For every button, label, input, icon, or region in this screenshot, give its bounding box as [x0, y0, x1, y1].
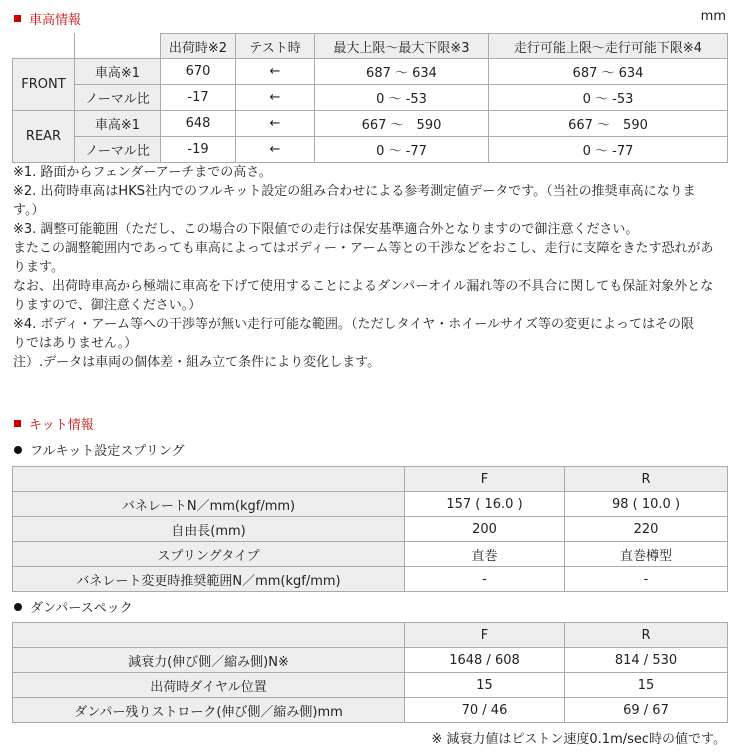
table-row	[13, 111, 728, 137]
table-row	[13, 567, 728, 592]
damper-heading	[14, 597, 133, 616]
header-cell: R	[565, 467, 728, 492]
table-cell: 157 ( 16.0 )	[405, 492, 565, 517]
note-line: ※2. 出荷時車高はHKS社内でのフルキット設定の組み合わせによる参考測定値データです。（当社の推奨車高になりま	[13, 184, 696, 199]
table-cell: 0 ～ -53	[315, 85, 489, 111]
table-cell: 648	[161, 111, 236, 137]
table-cell: -	[405, 567, 565, 592]
note-line: ※1. 路面からフェンダーアーチまでの高さ。	[13, 165, 272, 180]
note-line: ります。	[13, 260, 64, 275]
table-row	[13, 492, 728, 517]
group-label-rear: REAR	[13, 111, 75, 163]
spring-heading-label: フルキット設定スプリング	[30, 444, 185, 459]
table-cell: -	[565, 567, 728, 592]
note-line: す。）	[13, 203, 45, 218]
table-cell: 687 ～ 634	[489, 59, 728, 85]
section-heading-kit-info	[14, 414, 94, 433]
note-line: りではありません。）	[13, 336, 138, 351]
table-row	[13, 648, 728, 673]
table-cell: ←	[236, 111, 315, 137]
note-line: ※3. 調整可能範囲（ただし、この場合の下限値での走行は保安基準適合外となりますので御注意ください。	[13, 222, 639, 237]
section-title: キット情報	[29, 418, 94, 433]
spring-heading	[14, 440, 184, 459]
red-square-icon	[14, 420, 21, 427]
spring-table	[12, 466, 728, 592]
row-label: ノーマル比	[75, 85, 161, 111]
table-cell: 0 ～ -77	[315, 137, 489, 163]
table-cell: ←	[236, 137, 315, 163]
header-cell	[13, 623, 405, 648]
header-cell: テスト時	[236, 34, 315, 59]
row-label: 車高※1	[75, 59, 161, 85]
table-header-row	[13, 467, 728, 492]
table-row	[13, 542, 728, 567]
unit-label: mm	[700, 9, 726, 24]
table-cell: 70 / 46	[405, 698, 565, 723]
table-cell: 200	[405, 517, 565, 542]
damper-heading-label: ダンパースペック	[30, 601, 133, 616]
row-label: ダンパー残りストローク(伸び側／縮み側)mm	[13, 698, 405, 723]
header-cell	[75, 34, 161, 59]
row-label: 減衰力(伸び側／縮み側)N※	[13, 648, 405, 673]
table-row	[13, 137, 728, 163]
note-line: なお、出荷時車高から極端に車高を下げて使用することによるダンパーオイル漏れ等の不具合に関しても保証対象外とな	[13, 279, 714, 294]
section-title: 車高情報	[29, 13, 82, 28]
header-cell: 走行可能上限～走行可能下限※4	[489, 34, 728, 59]
vehicle-height-table	[12, 33, 728, 163]
table-row	[13, 698, 728, 723]
note-line: またこの調整範囲内であっても車高によってはボディー・アーム等との干渉などをおこし、走行に支障をきたす恐れがあ	[13, 241, 714, 256]
table-cell: -17	[161, 85, 236, 111]
table-row	[13, 673, 728, 698]
table-cell: 814 / 530	[565, 648, 728, 673]
header-cell	[13, 467, 405, 492]
group-label-front: FRONT	[13, 59, 75, 111]
header-cell	[13, 34, 75, 59]
red-square-icon	[14, 15, 21, 22]
header-cell: F	[405, 467, 565, 492]
table-cell: 687 ～ 634	[315, 59, 489, 85]
header-cell: F	[405, 623, 565, 648]
note-line: りますので、御注意ください。）	[13, 298, 202, 313]
table-row	[13, 517, 728, 542]
table-header-row	[13, 34, 728, 59]
header-cell: 最大上限～最大下限※3	[315, 34, 489, 59]
row-label: ノーマル比	[75, 137, 161, 163]
table-cell: 直巻	[405, 542, 565, 567]
row-label: 自由長(mm)	[13, 517, 405, 542]
table-cell: 直巻樽型	[565, 542, 728, 567]
table-cell: 667 ～ 590	[315, 111, 489, 137]
table-cell: 0 ～ -77	[489, 137, 728, 163]
note-line: ※4. ボディ・アーム等への干渉等が無い走行可能な範囲。（ただしタイヤ・ホイールサイズ等の変更によってはその限	[13, 317, 694, 332]
row-label: 車高※1	[75, 111, 161, 137]
bullet-dot-icon	[14, 446, 22, 454]
table-cell: 15	[565, 673, 728, 698]
section-heading-vehicle-height	[14, 9, 81, 28]
damper-table	[12, 622, 728, 723]
table-cell: -19	[161, 137, 236, 163]
table-cell: 15	[405, 673, 565, 698]
header-cell: R	[565, 623, 728, 648]
table-header-row	[13, 623, 728, 648]
table-cell: 670	[161, 59, 236, 85]
table-cell: 220	[565, 517, 728, 542]
row-label: 出荷時ダイヤル位置	[13, 673, 405, 698]
row-label: バネレートN／mm(kgf/mm)	[13, 492, 405, 517]
table-row	[13, 85, 728, 111]
notes-block	[13, 163, 733, 372]
table-cell: 98 ( 10.0 )	[565, 492, 728, 517]
table-cell: ←	[236, 85, 315, 111]
table-cell: 0 ～ -53	[489, 85, 728, 111]
table-cell: 69 / 67	[565, 698, 728, 723]
table-row	[13, 59, 728, 85]
table-cell: 1648 / 608	[405, 648, 565, 673]
bullet-dot-icon	[14, 603, 22, 611]
damper-footnote: ※ 減衰力値はピストン速度0.1m/sec時の値です。	[431, 732, 726, 747]
row-label: バネレート変更時推奨範囲N／mm(kgf/mm)	[13, 567, 405, 592]
table-cell: ←	[236, 59, 315, 85]
table-cell: 667 ～ 590	[489, 111, 728, 137]
header-cell: 出荷時※2	[161, 34, 236, 59]
row-label: スプリングタイプ	[13, 542, 405, 567]
note-line: 注）.データは車両の個体差・組み立て条件により変化します。	[13, 355, 381, 370]
